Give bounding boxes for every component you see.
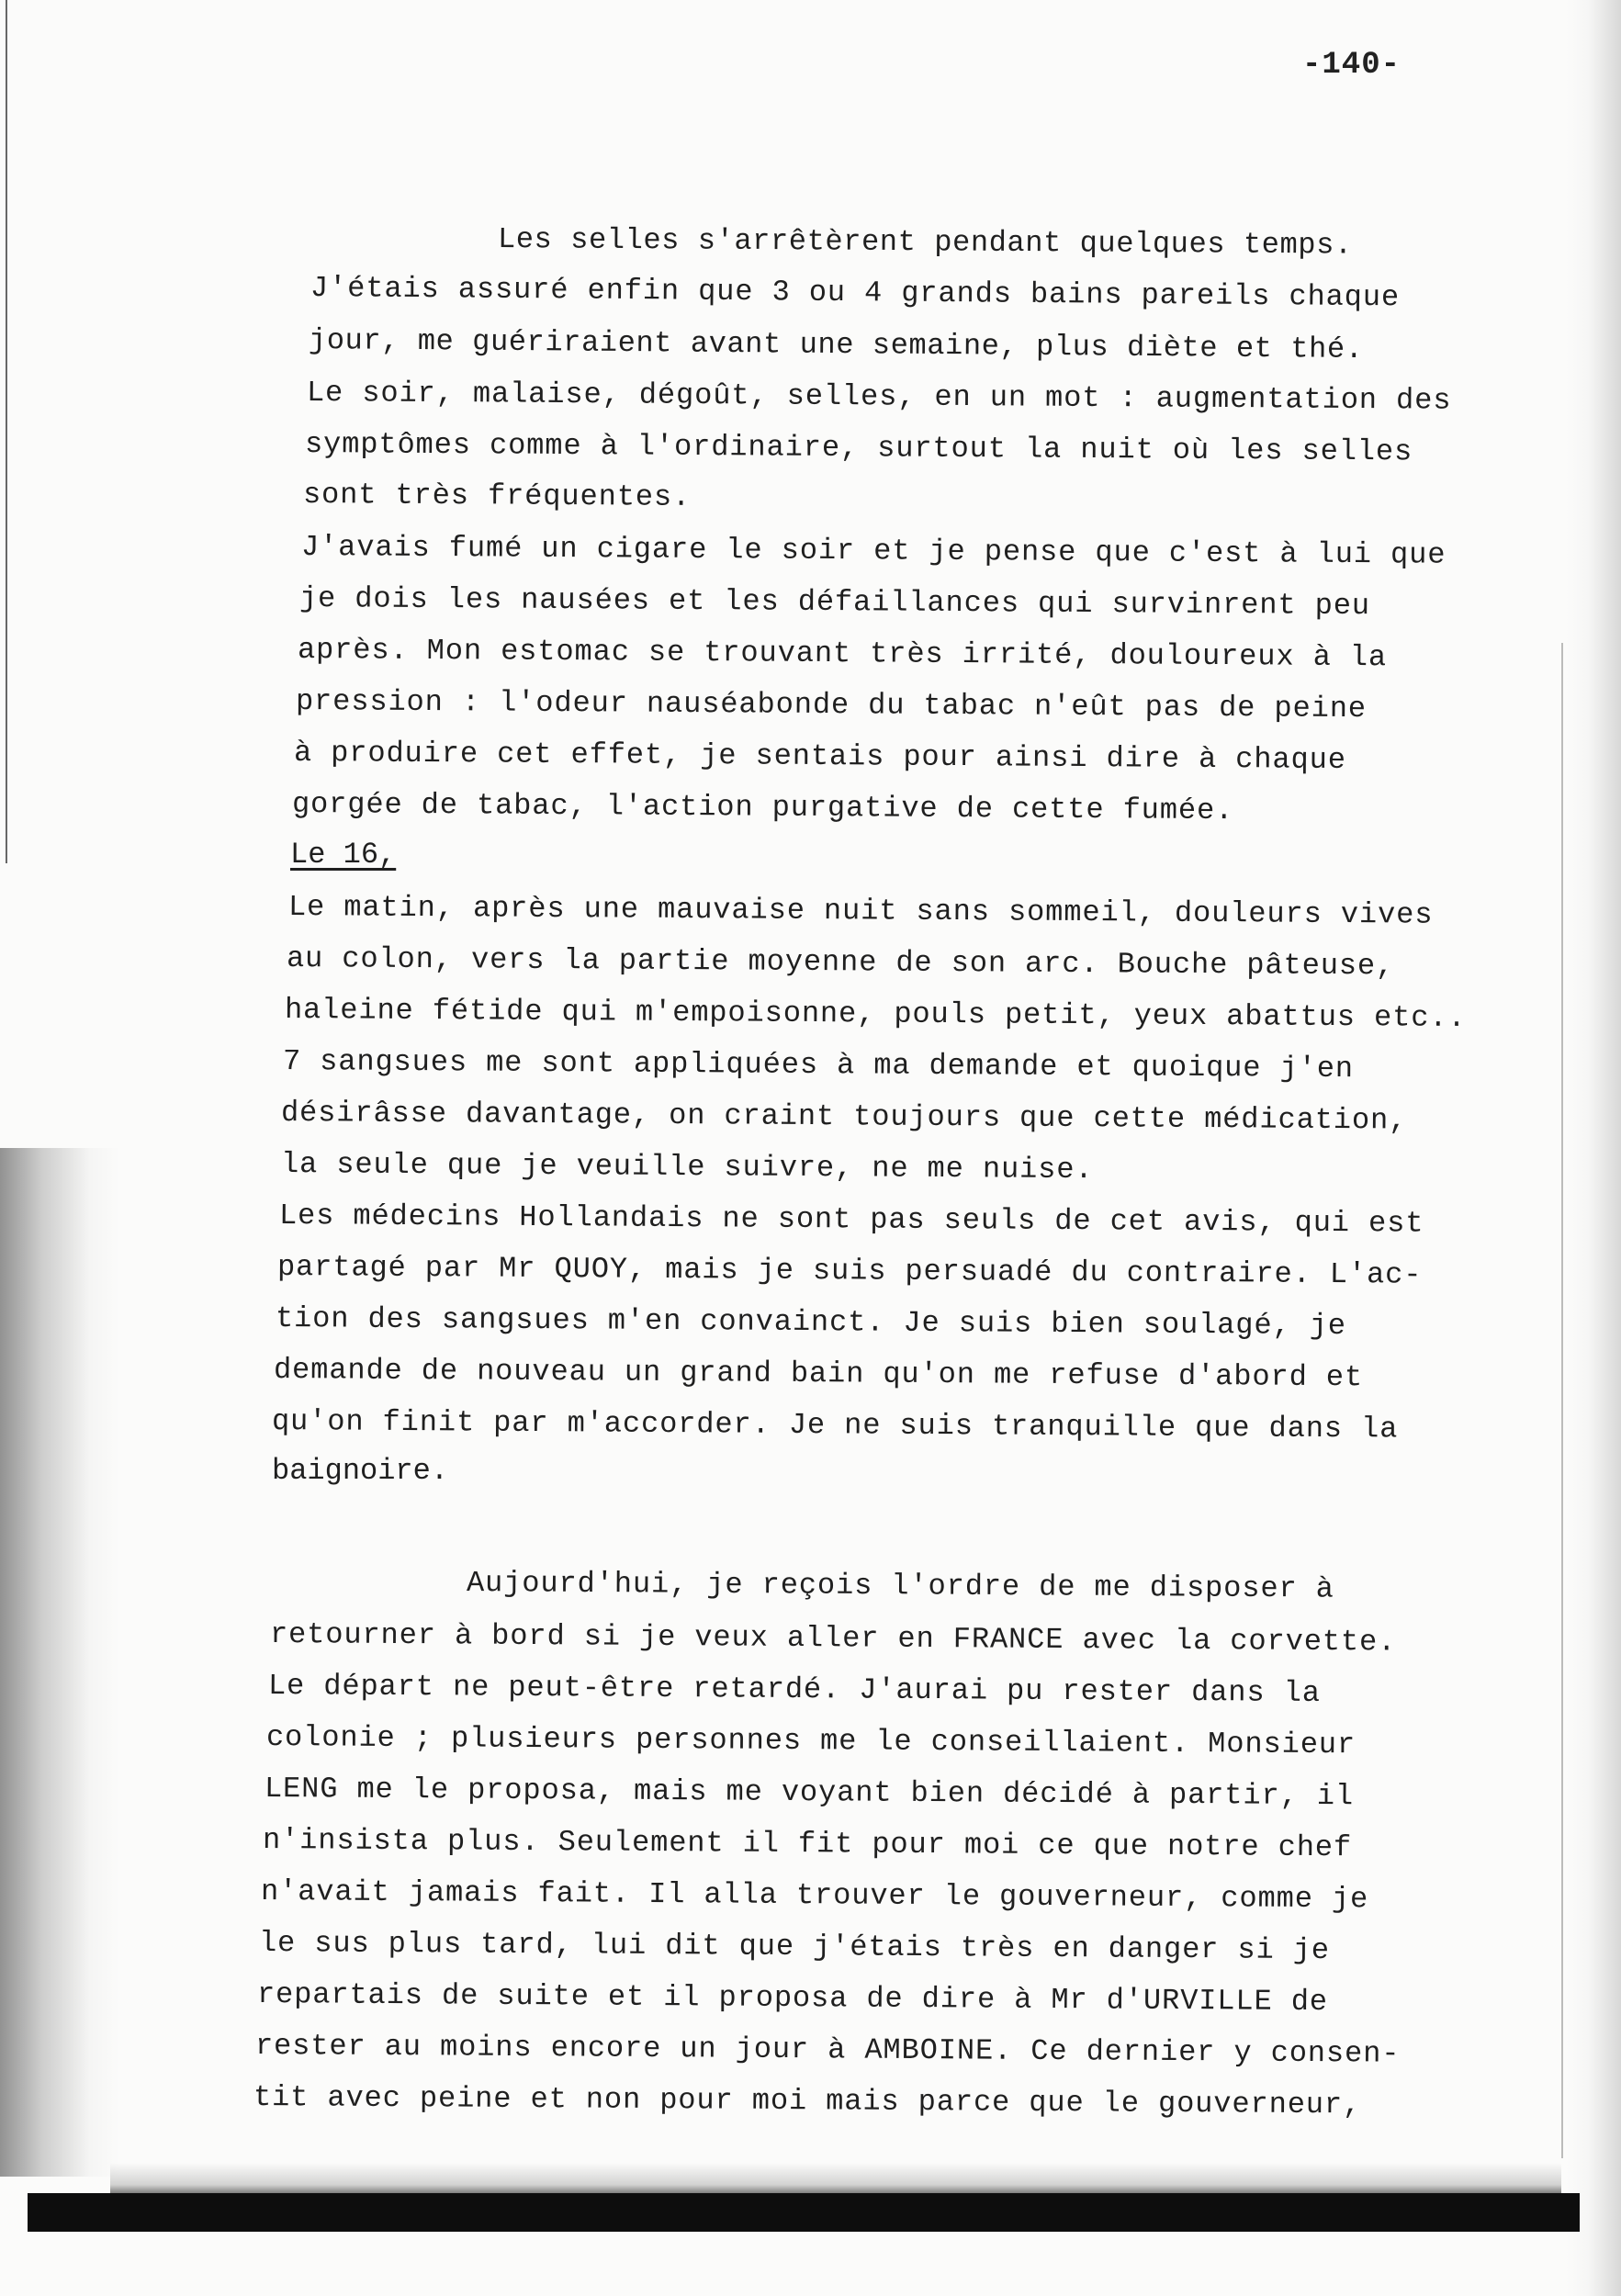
scan-shadow-left bbox=[0, 1148, 119, 2177]
text-line: sont très fréquentes. bbox=[302, 478, 692, 514]
scan-shadow-right bbox=[1566, 0, 1621, 2296]
scan-bottom-fade bbox=[110, 2163, 1561, 2194]
date-heading: Le 16, bbox=[290, 838, 397, 872]
text-line: gorgée de tabac, l'action purgative de cette fumée. bbox=[291, 787, 1234, 828]
binding-line bbox=[1561, 643, 1563, 2158]
text-line: J'étais assuré enfin que 3 ou 4 grands bains pareils chaque bbox=[310, 271, 1401, 315]
text-line: symptômes comme à l'ordinaire, surtout la nuit où les selles bbox=[304, 427, 1413, 469]
text-line: J'avais fumé un cigare le soir et je pense que c'est à lui que bbox=[300, 530, 1447, 572]
text-line: Les médecins Hollandais ne sont pas seuls de cet avis, qui est bbox=[278, 1199, 1424, 1241]
scan-edge-line bbox=[6, 0, 7, 863]
text-line: repartais de suite et il proposa de dire à Mr d'URVILLE de bbox=[256, 1977, 1329, 2020]
text-line: 7 sangsues me sont appliquées à ma demande et quoique j'en bbox=[282, 1044, 1355, 1086]
text-line: après. Mon estomac se trouvant très irrité, douloureux à la bbox=[297, 633, 1388, 675]
text-line: Le départ ne peut-être retardé. J'aurai pu rester dans la bbox=[267, 1669, 1321, 1710]
text-line: Les selles s'arrêtèrent pendant quelques temps. bbox=[497, 222, 1353, 263]
text-line: qu'on finit par m'accorder. Je ne suis tranquille que dans la bbox=[271, 1404, 1399, 1446]
scan-bottom-bar bbox=[28, 2193, 1580, 2232]
text-line: tit avec peine et non pour moi mais parce que le gouverneur, bbox=[253, 2080, 1362, 2122]
text-line: retourner à bord si je veux aller en FRANCE avec la corvette. bbox=[269, 1617, 1397, 1660]
text-line: je dois les nausées et les défaillances qui survinrent peu bbox=[298, 581, 1371, 624]
text-line: jour, me guériraient avant une semaine, plus diète et thé. bbox=[308, 323, 1364, 367]
text-line: au colon, vers la partie moyenne de son arc. Bouche pâteuse, bbox=[286, 941, 1395, 984]
text-line: haleine fétide qui m'empoisonne, pouls petit, yeux abattus etc.. bbox=[284, 993, 1467, 1035]
text-line: le sus plus tard, lui dit que j'étais très en danger si je bbox=[258, 1926, 1331, 1968]
text-line: rester au moins encore un jour à AMBOINE. Ce dernier y consen- bbox=[254, 2029, 1401, 2071]
text-line: à produire cet effet, je sentais pour ainsi dire à chaque bbox=[293, 736, 1346, 777]
text-line: n'avait jamais fait. Il alla trouver le gouverneur, comme je bbox=[260, 1874, 1369, 1917]
text-line: Aujourd'hui, je reçois l'ordre de me disposer à bbox=[466, 1566, 1334, 1606]
text-line: Le matin, après une mauvaise nuit sans sommeil, douleurs vives bbox=[287, 890, 1434, 932]
text-line: Le soir, malaise, dégoût, selles, en un mot : augmentation des bbox=[306, 376, 1452, 418]
text-line: baignoire. bbox=[272, 1454, 449, 1488]
text-line: n'insista plus. Seulement il fit pour moi ce que notre chef bbox=[262, 1823, 1353, 1865]
text-line: tion des sangsues m'en convainct. Je suis bien soulagé, je bbox=[275, 1301, 1347, 1344]
page-number: -140- bbox=[1302, 48, 1401, 83]
text-line: colonie ; plusieurs personnes me le conseillaient. Monsieur bbox=[265, 1720, 1356, 1762]
text-line: pression : l'odeur nauséabonde du tabac n'eût pas de peine bbox=[295, 684, 1368, 726]
text-line: partagé par Mr QUOY, mais je suis persuadé du contraire. L'ac- bbox=[276, 1250, 1423, 1292]
text-line: LENG me le proposa, mais me voyant bien décidé à partir, il bbox=[264, 1772, 1355, 1814]
text-line: la seule que je veuille suivre, ne me nuise. bbox=[280, 1147, 1094, 1187]
text-line: désirâsse davantage, on craint toujours que cette médication, bbox=[280, 1096, 1408, 1138]
text-line: demande de nouveau un grand bain qu'on me refuse d'abord et bbox=[273, 1353, 1364, 1395]
